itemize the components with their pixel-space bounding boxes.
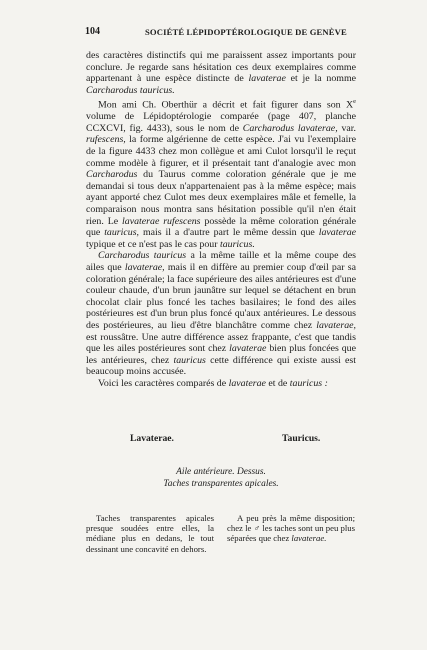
male-symbol-icon: ♂ bbox=[253, 523, 261, 534]
subheading-spots: Taches transparentes apicales. bbox=[163, 479, 279, 489]
running-header bbox=[85, 26, 365, 38]
body-text bbox=[86, 50, 356, 390]
comparison-subheadings bbox=[86, 466, 356, 490]
tauricus-column bbox=[227, 513, 355, 544]
paragraph-1: des caractères distinctifs qui me paraissent assez importants pour conclure. Je regarde sans hésitation ces deux exemplaires comme appartenant à une espèce distincte de lavaterae et je la nomme Carcharodus tauricus. bbox=[86, 50, 357, 96]
tauricus-heading: Tauricus. bbox=[282, 433, 321, 444]
paragraph-2: Mon ami Ch. Oberthür a décrit et fait figurer dans son Xe volume de Lépidoptérologie comparée (page 407, planche CCXCVI, fig. 4433), sous le nom de Carcharodus lavaterae, var. rufescens, la forme algérienne de cette espèce. J'ai vu l'exemplaire de la figure 4433 chez mon collègue et ami Culot lorsqu'il le reçut comme modèle à figurer, et il présentait tant d'analogie avec mon Carcharodus du Taurus comme coloration générale que je me demandai si tous deux n'appartenaient pas à la même espèce; mais ayant apporté chez Culot mes deux exemplaires mâle et femelle, la comparaison nous montra sans hésitation possible qu'il n'en était rien. Le lavaterae rufescens possède la même coloration générale que tauricus, mais il a d'autre part le même dessin que lavaterae typique et ce n'est pas le cas pour tauricus. bbox=[86, 98, 357, 250]
page-number: 104 bbox=[85, 26, 100, 37]
paragraph-4: Voici les caractères comparés de lavaterae et de tauricus : bbox=[98, 377, 328, 389]
comparison-headings bbox=[86, 433, 356, 447]
subheading-wing: Aile antérieure. Dessus. bbox=[176, 467, 266, 477]
lavaterae-description: Taches transparentes apicales presque soudées entre elles, la médiane plus en dedans, le tout dessinant une concavité en dehors. bbox=[86, 513, 214, 554]
lavaterae-heading: Lavaterae. bbox=[130, 433, 174, 444]
paragraph-3: Carcharodus tauricus a la même taille et la même coupe des ailes que lavaterae, mais il en diffère au premier coup d'œil par sa coloration générale; la face supérieure des ailes antérieures est d'une couleur chaude, d'un brun jaunâtre sur lequel se détachent en brun chocolat clair plus foncé les taches basilaires; le fond des ailes postérieures est d'un brun plus foncé qu'aux antérieures. Le dessous des postérieures, au lieu d'être blanchâtre comme chez lavaterae, est roussâtre. Une autre différence assez frappante, c'est que tandis que les ailes postérieures sont chez lavaterae bien plus foncées que les antérieures, chez tauricus cette différence qui existe aussi est beaucoup moins accusée. bbox=[86, 250, 357, 378]
tauricus-description: A peu près la même disposition; chez le ♂ les taches sont un peu plus séparées que chez lavaterae. bbox=[227, 513, 355, 544]
running-title: SOCIÉTÉ LÉPIDOPTÉROLOGIQUE DE GENÈVE bbox=[145, 27, 347, 37]
lavaterae-column bbox=[86, 513, 214, 554]
